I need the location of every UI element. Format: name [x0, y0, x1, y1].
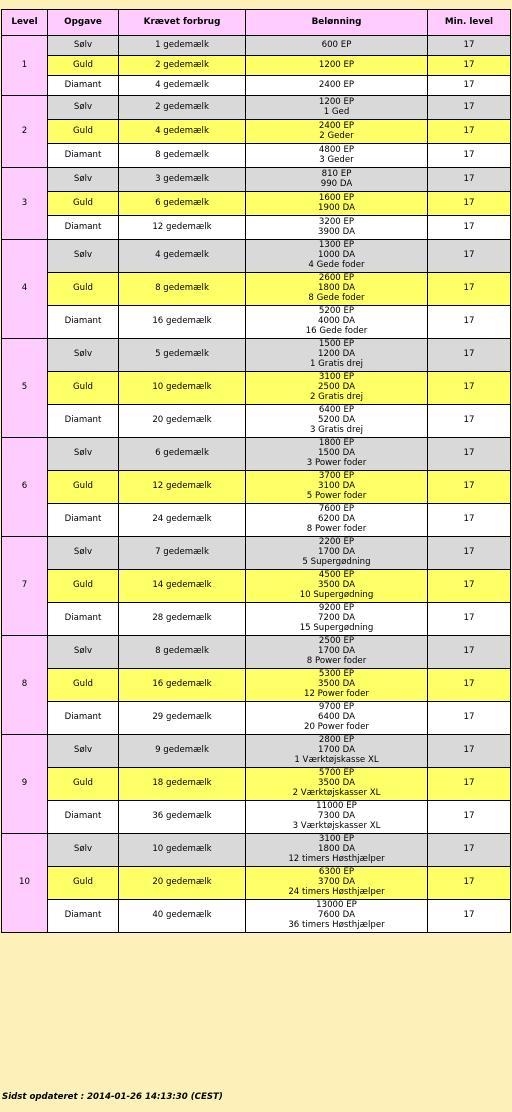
reward-cell	[246, 801, 428, 834]
header-task: Opgave	[48, 10, 119, 36]
reward-cell	[246, 834, 428, 867]
reward-line: 3200 EP	[318, 216, 355, 227]
reward-cell	[246, 669, 428, 702]
reward-line: 12 Power foder	[304, 688, 369, 699]
reward-line: 1800 DA	[318, 283, 355, 294]
reward-cell	[246, 36, 428, 56]
reward-line: 11000 EP	[316, 801, 357, 812]
task-cell: Sølv	[48, 339, 119, 372]
reward-cell	[246, 471, 428, 504]
required-cell: 3 gedemælk	[119, 168, 246, 192]
min-level-cell: 17	[428, 216, 511, 240]
reward-line: 8 Power foder	[306, 523, 367, 534]
task-cell: Guld	[48, 56, 119, 76]
reward-cell	[246, 768, 428, 801]
table-row	[2, 273, 511, 306]
task-cell: Diamant	[48, 216, 119, 240]
reward-line: 6400 DA	[318, 712, 355, 723]
table-row	[2, 471, 511, 504]
table-row	[2, 603, 511, 636]
required-cell: 10 gedemælk	[119, 834, 246, 867]
required-cell: 9 gedemælk	[119, 735, 246, 768]
reward-cell	[246, 405, 428, 438]
level-cell: 4	[2, 240, 48, 339]
reward-line: 7200 DA	[318, 613, 355, 624]
reward-line: 1600 EP	[318, 192, 355, 203]
task-cell: Guld	[48, 768, 119, 801]
reward-line: 3500 DA	[318, 679, 355, 690]
task-cell: Sølv	[48, 735, 119, 768]
min-level-cell: 17	[428, 504, 511, 537]
reward-line: 7600 EP	[318, 504, 355, 515]
table-row	[2, 144, 511, 168]
task-cell: Guld	[48, 120, 119, 144]
reward-line: 1000 DA	[318, 250, 355, 261]
reward-cell	[246, 168, 428, 192]
reward-line: 2400 EP	[318, 79, 355, 90]
quest-table	[1, 9, 511, 933]
reward-line: 5 Supergødning	[302, 556, 371, 567]
reward-line: 2500 EP	[318, 636, 355, 647]
reward-line: 3900 DA	[318, 226, 355, 237]
task-cell: Sølv	[48, 537, 119, 570]
required-cell: 4 gedemælk	[119, 240, 246, 273]
reward-line: 24 timers Høsthjælper	[288, 886, 385, 897]
min-level-cell: 17	[428, 306, 511, 339]
reward-line: 1 Ged	[323, 106, 350, 117]
reward-line: 3500 DA	[318, 580, 355, 591]
reward-line: 3700 DA	[318, 877, 355, 888]
level-cell: 7	[2, 537, 48, 636]
required-cell: 2 gedemælk	[119, 56, 246, 76]
table-row	[2, 801, 511, 834]
required-cell: 1 gedemælk	[119, 36, 246, 56]
level-cell: 9	[2, 735, 48, 834]
last-updated: Sidst opdateret : 2014-01-26 14:13:30 (CEST)	[2, 1092, 223, 1102]
required-cell: 12 gedemælk	[119, 216, 246, 240]
min-level-cell: 17	[428, 144, 511, 168]
reward-cell	[246, 273, 428, 306]
level-cell: 3	[2, 168, 48, 240]
reward-line: 3700 EP	[318, 471, 355, 482]
min-level-cell: 17	[428, 438, 511, 471]
reward-line: 1700 DA	[318, 745, 355, 756]
min-level-cell: 17	[428, 537, 511, 570]
reward-line: 3 Power foder	[306, 457, 367, 468]
task-cell: Guld	[48, 192, 119, 216]
task-cell: Guld	[48, 867, 119, 900]
reward-line: 1900 DA	[318, 202, 355, 213]
table-row	[2, 56, 511, 76]
table-row	[2, 570, 511, 603]
reward-line: 1700 DA	[318, 646, 355, 657]
min-level-cell: 17	[428, 240, 511, 273]
min-level-cell: 17	[428, 603, 511, 636]
reward-line: 5200 DA	[318, 415, 355, 426]
reward-line: 8 Power foder	[306, 655, 367, 666]
table-row	[2, 768, 511, 801]
min-level-cell: 17	[428, 834, 511, 867]
reward-line: 3 Værktøjskasser XL	[292, 820, 381, 831]
reward-line: 6300 EP	[318, 867, 355, 878]
min-level-cell: 17	[428, 471, 511, 504]
reward-line: 5300 EP	[318, 669, 355, 680]
min-level-cell: 17	[428, 669, 511, 702]
reward-line: 3100 EP	[318, 372, 355, 383]
header-row	[2, 10, 511, 36]
table-row	[2, 735, 511, 768]
reward-line: 3 Geder	[319, 154, 354, 165]
reward-cell	[246, 240, 428, 273]
table-row	[2, 240, 511, 273]
reward-cell	[246, 702, 428, 735]
reward-line: 4500 EP	[318, 570, 355, 581]
required-cell: 8 gedemælk	[119, 273, 246, 306]
reward-line: 6200 DA	[318, 514, 355, 525]
reward-line: 16 Gede foder	[305, 325, 368, 336]
required-cell: 18 gedemælk	[119, 768, 246, 801]
reward-cell	[246, 504, 428, 537]
min-level-cell: 17	[428, 56, 511, 76]
task-cell: Diamant	[48, 801, 119, 834]
table-row	[2, 372, 511, 405]
required-cell: 29 gedemælk	[119, 702, 246, 735]
table-row	[2, 306, 511, 339]
reward-line: 2 Værktøjskasser XL	[292, 787, 381, 798]
reward-line: 2200 EP	[318, 537, 355, 548]
reward-line: 990 DA	[320, 178, 353, 189]
reward-cell	[246, 537, 428, 570]
reward-cell	[246, 867, 428, 900]
required-cell: 16 gedemælk	[119, 669, 246, 702]
min-level-cell: 17	[428, 168, 511, 192]
reward-line: 4 Gede foder	[308, 259, 365, 270]
reward-line: 1200 DA	[318, 349, 355, 360]
table-body	[2, 36, 511, 933]
reward-line: 1500 DA	[318, 448, 355, 459]
min-level-cell: 17	[428, 339, 511, 372]
task-cell: Sølv	[48, 438, 119, 471]
task-cell: Diamant	[48, 306, 119, 339]
reward-line: 2600 EP	[318, 273, 355, 284]
reward-line: 3 Gratis drej	[309, 424, 364, 435]
reward-cell	[246, 339, 428, 372]
task-cell: Guld	[48, 273, 119, 306]
reward-line: 600 EP	[321, 39, 352, 50]
min-level-cell: 17	[428, 76, 511, 96]
required-cell: 5 gedemælk	[119, 339, 246, 372]
reward-line: 13000 EP	[316, 900, 357, 911]
required-cell: 10 gedemælk	[119, 372, 246, 405]
reward-line: 4800 EP	[318, 144, 355, 155]
table-row	[2, 405, 511, 438]
table-row	[2, 867, 511, 900]
level-cell: 8	[2, 636, 48, 735]
min-level-cell: 17	[428, 273, 511, 306]
required-cell: 12 gedemælk	[119, 471, 246, 504]
task-cell: Guld	[48, 372, 119, 405]
reward-line: 10 Supergødning	[299, 589, 374, 600]
reward-line: 2400 EP	[318, 120, 355, 131]
reward-line: 5 Power foder	[306, 490, 367, 501]
reward-line: 1700 DA	[318, 547, 355, 558]
reward-line: 8 Gede foder	[308, 292, 365, 303]
reward-line: 1800 EP	[318, 438, 355, 449]
reward-cell	[246, 438, 428, 471]
reward-line: 3500 DA	[318, 778, 355, 789]
reward-cell	[246, 216, 428, 240]
task-cell: Guld	[48, 471, 119, 504]
reward-line: 15 Supergødning	[299, 622, 374, 633]
table-row	[2, 168, 511, 192]
level-cell: 2	[2, 96, 48, 168]
reward-line: 4000 DA	[318, 316, 355, 327]
reward-cell	[246, 735, 428, 768]
reward-line: 2800 EP	[318, 735, 355, 746]
task-cell: Diamant	[48, 76, 119, 96]
task-cell: Diamant	[48, 603, 119, 636]
required-cell: 14 gedemælk	[119, 570, 246, 603]
table-row	[2, 339, 511, 372]
reward-line: 3100 EP	[318, 834, 355, 845]
required-cell: 4 gedemælk	[119, 76, 246, 96]
reward-line: 1 Værktøjskasse XL	[294, 754, 379, 765]
table-row	[2, 438, 511, 471]
table-row	[2, 192, 511, 216]
reward-line: 2 Gratis drej	[309, 391, 364, 402]
task-cell: Sølv	[48, 168, 119, 192]
table-row	[2, 900, 511, 933]
reward-cell	[246, 603, 428, 636]
reward-cell	[246, 570, 428, 603]
reward-line: 5200 EP	[318, 306, 355, 317]
reward-cell	[246, 144, 428, 168]
table-row	[2, 636, 511, 669]
task-cell: Guld	[48, 669, 119, 702]
reward-line: 2500 DA	[318, 382, 355, 393]
required-cell: 16 gedemælk	[119, 306, 246, 339]
reward-cell	[246, 56, 428, 76]
table-row	[2, 537, 511, 570]
level-cell: 6	[2, 438, 48, 537]
task-cell: Diamant	[48, 702, 119, 735]
level-cell: 5	[2, 339, 48, 438]
min-level-cell: 17	[428, 636, 511, 669]
table-row	[2, 702, 511, 735]
reward-line: 2 Geder	[319, 130, 354, 141]
reward-line: 1500 EP	[318, 339, 355, 350]
required-cell: 40 gedemælk	[119, 900, 246, 933]
min-level-cell: 17	[428, 120, 511, 144]
required-cell: 6 gedemælk	[119, 438, 246, 471]
task-cell: Sølv	[48, 96, 119, 120]
task-cell: Diamant	[48, 900, 119, 933]
reward-line: 36 timers Høsthjælper	[288, 919, 385, 930]
reward-line: 9700 EP	[318, 702, 355, 713]
min-level-cell: 17	[428, 192, 511, 216]
required-cell: 20 gedemælk	[119, 405, 246, 438]
reward-line: 6400 EP	[318, 405, 355, 416]
min-level-cell: 17	[428, 867, 511, 900]
required-cell: 24 gedemælk	[119, 504, 246, 537]
min-level-cell: 17	[428, 570, 511, 603]
min-level-cell: 17	[428, 735, 511, 768]
task-cell: Guld	[48, 570, 119, 603]
required-cell: 4 gedemælk	[119, 120, 246, 144]
task-cell: Sølv	[48, 36, 119, 56]
reward-line: 3100 DA	[318, 481, 355, 492]
table-row	[2, 96, 511, 120]
min-level-cell: 17	[428, 405, 511, 438]
reward-line: 20 Power foder	[304, 721, 369, 732]
reward-line: 5700 EP	[318, 768, 355, 779]
reward-line: 12 timers Høsthjælper	[288, 853, 385, 864]
task-cell: Sølv	[48, 834, 119, 867]
reward-line: 9200 EP	[318, 603, 355, 614]
reward-cell	[246, 636, 428, 669]
reward-line: 1800 DA	[318, 844, 355, 855]
required-cell: 28 gedemælk	[119, 603, 246, 636]
min-level-cell: 17	[428, 702, 511, 735]
table-row	[2, 834, 511, 867]
required-cell: 8 gedemælk	[119, 144, 246, 168]
table-row	[2, 216, 511, 240]
reward-cell	[246, 192, 428, 216]
reward-line: 810 EP	[321, 168, 352, 179]
level-cell: 10	[2, 834, 48, 933]
task-cell: Sølv	[48, 240, 119, 273]
min-level-cell: 17	[428, 96, 511, 120]
required-cell: 6 gedemælk	[119, 192, 246, 216]
required-cell: 2 gedemælk	[119, 96, 246, 120]
required-cell: 20 gedemælk	[119, 867, 246, 900]
task-cell: Diamant	[48, 504, 119, 537]
reward-cell	[246, 900, 428, 933]
header-required: Krævet forbrug	[119, 10, 246, 36]
reward-cell	[246, 120, 428, 144]
reward-line: 7600 DA	[318, 910, 355, 921]
table-row	[2, 120, 511, 144]
reward-line: 1200 EP	[318, 59, 355, 70]
table-row	[2, 669, 511, 702]
reward-line: 7300 DA	[318, 811, 355, 822]
required-cell: 36 gedemælk	[119, 801, 246, 834]
reward-cell	[246, 76, 428, 96]
table-row	[2, 504, 511, 537]
table-row	[2, 76, 511, 96]
required-cell: 8 gedemælk	[119, 636, 246, 669]
header-level: Level	[2, 10, 48, 36]
task-cell: Diamant	[48, 405, 119, 438]
task-cell: Diamant	[48, 144, 119, 168]
table-row	[2, 36, 511, 56]
min-level-cell: 17	[428, 801, 511, 834]
min-level-cell: 17	[428, 372, 511, 405]
header-reward: Belønning	[246, 10, 428, 36]
min-level-cell: 17	[428, 36, 511, 56]
reward-line: 1 Gratis drej	[309, 358, 364, 369]
reward-line: 1300 EP	[318, 240, 355, 251]
reward-line: 1200 EP	[318, 96, 355, 107]
min-level-cell: 17	[428, 768, 511, 801]
reward-cell	[246, 306, 428, 339]
reward-cell	[246, 372, 428, 405]
min-level-cell: 17	[428, 900, 511, 933]
header-min-level: Min. level	[428, 10, 511, 36]
reward-cell	[246, 96, 428, 120]
required-cell: 7 gedemælk	[119, 537, 246, 570]
task-cell: Sølv	[48, 636, 119, 669]
level-cell: 1	[2, 36, 48, 96]
